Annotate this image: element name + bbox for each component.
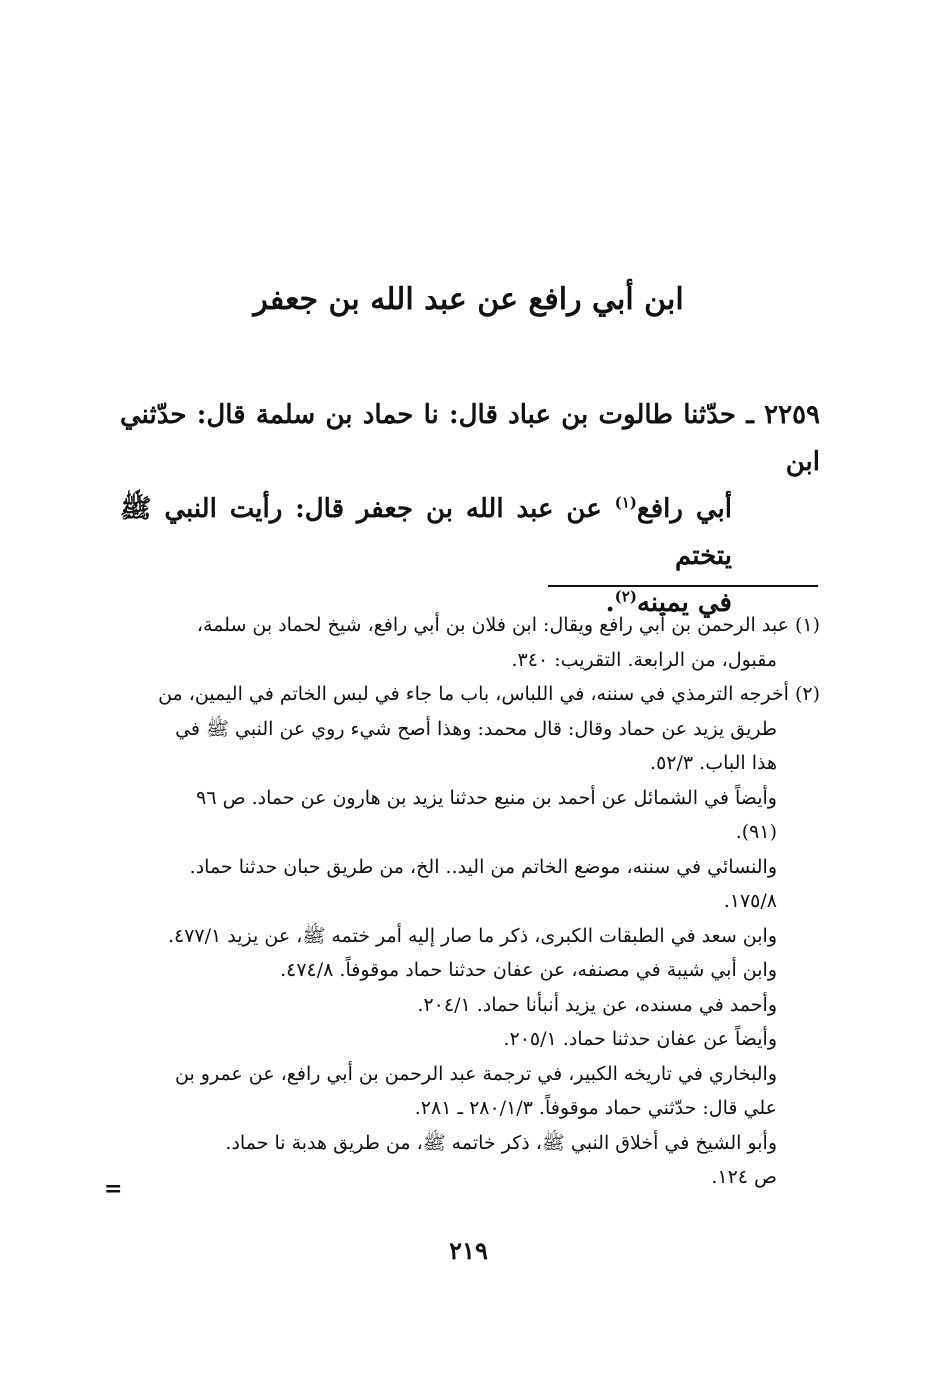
footnote-line: وأيضاً عن عفان حدثنا حماد. ٢٠٥/١. — [503, 1028, 777, 1050]
hadith-line-2-start: أبي رافع — [636, 494, 732, 524]
continued-mark: = — [104, 1176, 123, 1202]
footnote-separator — [548, 585, 818, 587]
footnote-line: والبخاري في تاريخه الكبير، في ترجمة عبد الرحمن بن أبي رافع، عن عمرو بن — [174, 1062, 777, 1085]
footnote-line: (١) عبد الرحمن بن أبي رافع ويقال: ابن فلان بن أبي رافع، شيخ لحماد بن سلمة، — [196, 614, 820, 636]
hadith-line-2-end: عن عبد الله بن جعفر قال: رأيت النبي ﷺ يتختم — [120, 494, 732, 571]
footnote-line: وأبو الشيخ في أخلاق النبي ﷺ، ذكر خاتمه ﷺ، من طريق هدبة نا حماد. — [225, 1131, 777, 1154]
footnote-ref-1[interactable]: (١) — [614, 493, 637, 512]
hadith-line-1: ٢٢٥٩ ـ حدّثنا طالوت بن عباد قال: نا حماد بن سلمة قال: حدّثني ابن — [120, 400, 820, 477]
hadith-text — [120, 392, 820, 627]
hadith-line-3-end: . — [605, 588, 615, 618]
footnote-line: ١٧٥/٨. — [723, 890, 777, 912]
footnote-line: (٩١). — [735, 821, 777, 843]
section-title: ابن أبي رافع عن عبد الله بن جعفر — [253, 282, 684, 317]
hadith-line-2 — [120, 486, 820, 580]
footnote-line: مقبول، من الرابعة. التقريب: ٣٤٠. — [511, 648, 777, 671]
footnote-line: وابن سعد في الطبقات الكبرى، ذكر ما صار إليه أمر ختمه ﷺ، عن يزيد ٤٧٧/١. — [167, 924, 777, 947]
page-number: ٢١٩ — [449, 1236, 488, 1265]
footnotes-block — [128, 608, 820, 1195]
footnote-line: وابن أبي شيبة في مصنفه، عن عفان حدثنا حماد موقوفاً. ٤٧٤/٨. — [280, 959, 777, 981]
footnote-line: وأحمد في مسنده، عن يزيد أنبأنا حماد. ٢٠٤/١. — [417, 993, 777, 1016]
footnote-ref-2[interactable]: (٢) — [614, 587, 637, 606]
footnote-line: طريق يزيد عن حماد وقال: قال محمد: وهذا أصح شيء روي عن النبي ﷺ في — [175, 717, 777, 740]
footnote-line: ص ١٢٤. — [711, 1166, 777, 1188]
footnote-line: (٢) أخرجه الترمذي في سننه، في اللباس، باب ما جاء في لبس الخاتم في اليمين، من — [158, 683, 820, 705]
hadith-line-3-start: في يمينه — [636, 588, 732, 618]
footnote-line: علي قال: حدّثني حماد موقوفاً. ٢٨٠/١/٣ ـ ٢٨١. — [414, 1097, 777, 1119]
footnote-line: والنسائي في سننه، موضع الخاتم من اليد.. الخ، من طريق حبان حدثنا حماد. — [189, 855, 777, 878]
footnote-line: هذا الباب. ٥٢/٣. — [650, 752, 777, 774]
footnote-line: وأيضاً في الشمائل عن أحمد بن منيع حدثنا يزيد بن هارون عن حماد. ص ٩٦ — [196, 786, 777, 809]
